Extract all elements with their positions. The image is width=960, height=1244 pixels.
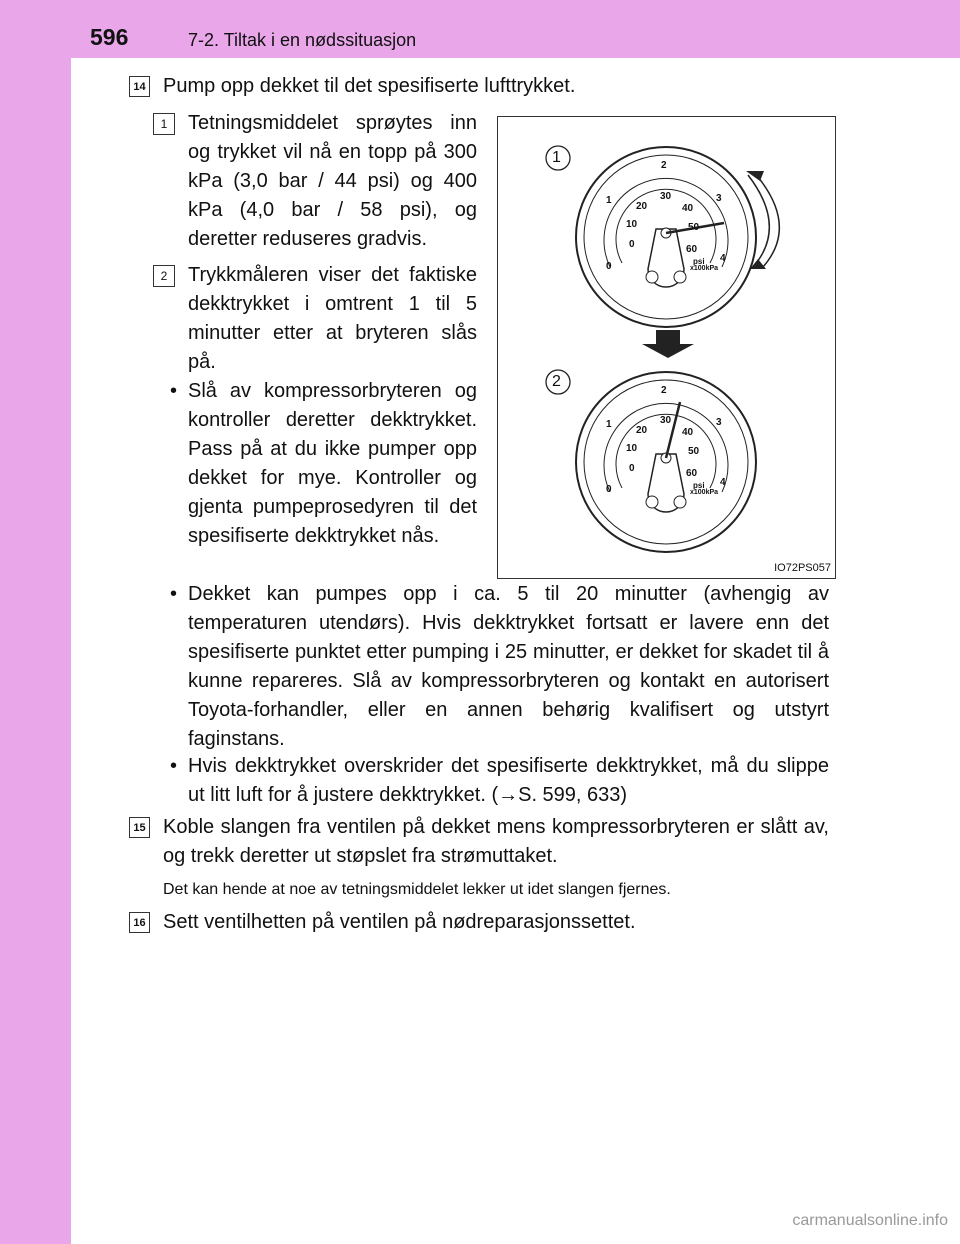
gauge-psi-label: 30 xyxy=(660,191,672,202)
gauge-bar-label: 3 xyxy=(716,417,722,428)
gauge-psi-label: 60 xyxy=(686,244,698,255)
gauge-bar-label: 0 xyxy=(606,484,612,495)
gauge-bar-label: 4 xyxy=(720,477,726,488)
sub-step-number: 2 xyxy=(153,265,175,287)
gauge-bar-label: 3 xyxy=(716,193,722,204)
sub-step-number: 1 xyxy=(153,113,175,135)
figure-callout: 2 xyxy=(552,373,561,390)
gauge-psi-label: 10 xyxy=(626,443,638,454)
gauge-unit-kpa: x100kPa xyxy=(690,265,719,272)
gauge-bar-label: 4 xyxy=(720,253,726,264)
bullet-icon: • xyxy=(170,755,178,777)
gauge-unit-psi: psi xyxy=(693,257,705,266)
gauge-bar-label: 2 xyxy=(661,160,667,171)
step-number: 14 xyxy=(129,76,150,97)
watermark: carmanualsonline.info xyxy=(792,1212,948,1229)
figure-code: IO72PS057 xyxy=(774,562,831,574)
gauge-unit-psi: psi xyxy=(693,481,705,490)
figure-callout: 1 xyxy=(552,149,561,166)
gauge-psi-label: 20 xyxy=(636,201,648,212)
gauge-psi-label: 60 xyxy=(686,468,698,479)
gauge-bar-label: 1 xyxy=(606,195,612,206)
bullet-text: Dekket kan pumpes opp i ca. 5 til 20 minutter (avhengig av temperaturen utendørs). Hvis dekktrykket fortsatt er lavere enn det spesifiserte punktet etter pumping i 25 minutter, er dekket for skadet til å kunne repareres. Slå av kompressorbryteren og kontakt en autorisert Toyota-forhandler, eller en annen behørig kvalifisert og utstyrt faginstans. xyxy=(188,583,829,750)
gauge-bar-label: 0 xyxy=(606,261,612,272)
gauge-psi-label: 10 xyxy=(626,219,638,230)
gauge-illustration xyxy=(497,116,836,579)
step-text: Koble slangen fra ventilen på dekket mens kompressorbryteren er slått av, og trekk deretter ut støpslet fra strømuttaket. xyxy=(163,816,829,867)
gauge-psi-label: 0 xyxy=(629,239,635,250)
gauge-bar-label: 1 xyxy=(606,419,612,430)
gauge-psi-label: 40 xyxy=(682,427,694,438)
gauge-psi-label: 50 xyxy=(688,446,700,457)
page-number: 596 xyxy=(90,24,129,50)
gauge-psi-label: 0 xyxy=(629,463,635,474)
sub-step-text: Trykkmåleren viser det faktiske dekktrykket i omtrent 1 til 5 minutter etter at bryteren slås på. xyxy=(188,264,477,373)
bullet-text: Hvis dekktrykket overskrider det spesifiserte dekktrykket, må du slippe ut litt luft for å justere dekktrykket. (→S. 599, 633) xyxy=(188,755,829,806)
bullet-icon: • xyxy=(170,380,178,402)
gauge-drawing xyxy=(498,117,835,578)
bullet-icon: • xyxy=(170,583,178,605)
gauge-unit-kpa: x100kPa xyxy=(690,489,719,496)
step-number: 16 xyxy=(129,912,150,933)
gauge-psi-label: 50 xyxy=(688,222,700,233)
gauge-bar-label: 2 xyxy=(661,385,667,396)
gauge-psi-label: 30 xyxy=(660,415,672,426)
bullet-text: Slå av kompressorbryteren og kontroller deretter dekktrykket. Pass på at du ikke pumper opp dekket for mye. Kontroller og gjenta pumpeprosedyren til det spesifiserte dekktrykket nås. xyxy=(188,380,477,547)
gauge-psi-label: 20 xyxy=(636,425,648,436)
step-text: Pump opp dekket til det spesifiserte lufttrykket. xyxy=(163,75,576,97)
note-text: Det kan hende at noe av tetningsmiddelet lekker ut idet slangen fjernes. xyxy=(163,881,671,898)
gauge-psi-label: 40 xyxy=(682,203,694,214)
sub-step-text: Tetningsmiddelet sprøytes inn og trykket vil nå en topp på 300 kPa (3,0 bar / 44 psi) og 400 kPa (4,0 bar / 58 psi), og deretter reduseres gradvis. xyxy=(188,112,477,250)
step-text: Sett ventilhetten på ventilen på nødreparasjonssettet. xyxy=(163,911,636,933)
section-title: 7-2. Tiltak i en nødssituasjon xyxy=(188,30,417,50)
step-number: 15 xyxy=(129,817,150,838)
side-color-band xyxy=(0,0,71,1244)
